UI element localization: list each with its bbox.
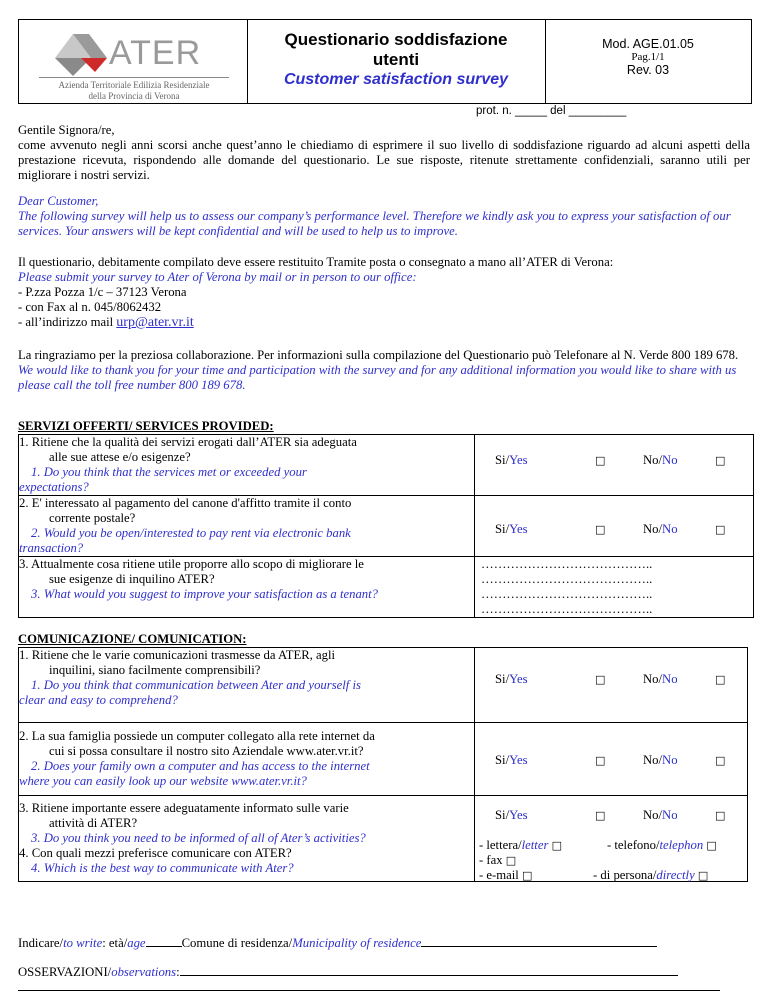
option-telephone[interactable]: - telefono/telephon □ bbox=[607, 838, 717, 852]
no-checkbox[interactable]: □ bbox=[715, 523, 726, 536]
footer-observations-row: OSSERVAZIONI/observations: bbox=[18, 964, 750, 980]
no-checkbox[interactable]: □ bbox=[715, 754, 726, 767]
option-in-person[interactable]: - di persona/directly □ bbox=[593, 868, 709, 882]
protocol-line: prot. n. _____ del _________ bbox=[476, 105, 627, 117]
page-number: Pag.1/1 bbox=[631, 51, 665, 63]
return-mail-row: - all’indirizzo mail urp@ater.vr.it bbox=[18, 315, 194, 330]
intro-section bbox=[18, 123, 750, 183]
yes-checkbox[interactable]: □ bbox=[595, 454, 606, 467]
answer-cell bbox=[475, 648, 748, 723]
municipality-field[interactable] bbox=[421, 935, 657, 947]
no-checkbox[interactable]: □ bbox=[715, 454, 726, 467]
option-email[interactable]: - e-mail □ bbox=[479, 868, 533, 882]
table-row bbox=[19, 557, 754, 618]
return-fax: - con Fax al n. 045/8062432 bbox=[18, 300, 162, 314]
services-title: SERVIZI OFFERTI/ SERVICES PROVIDED: bbox=[18, 419, 274, 433]
answer-cell bbox=[475, 796, 748, 882]
table-row bbox=[19, 723, 748, 796]
question-cell: 1. Ritiene che la qualità dei servizi erogati dall’ATER sia adeguata alle sue attese e/o esigenze? 1. Do you think that the services met or exceeded your expectations? bbox=[19, 435, 475, 496]
table-row bbox=[19, 796, 748, 882]
logo-word: ATER bbox=[109, 34, 202, 72]
intro-en: Dear Customer, The following survey will help us to assess our company’s performance level. Therefore we kindly ask you to express your satisfaction of our services. Your answers will be kept confidential and will be used to help us to improve. bbox=[18, 194, 731, 238]
thanks-en: We would like to thank you for your time and participation with the survey and for any additional information you would like to share with us please call the toll free number 800 189 678. bbox=[18, 363, 737, 392]
table-row bbox=[19, 435, 754, 496]
observations-line[interactable] bbox=[18, 990, 720, 991]
thanks-section bbox=[18, 348, 750, 393]
title-en: Customer satisfaction survey bbox=[283, 71, 509, 88]
email-link[interactable]: urp@ater.vr.it bbox=[116, 315, 194, 330]
question-cell: 3. Ritiene importante essere adeguatamente informato sulle varie attività di ATER? 3. Do you think you need to be informed of all of Ater’s activities? 4. Con quali mezzi preferisce comunicare con ATER? 4. Which is the best way to communicate with Ater? bbox=[19, 796, 475, 882]
answer-cell bbox=[475, 435, 754, 496]
option-fax[interactable]: - fax □ bbox=[479, 853, 517, 867]
logo-subtitle: Azienda Territoriale Edilizia Residenziale della Provincia di Verona bbox=[39, 77, 229, 102]
no-checkbox[interactable]: □ bbox=[715, 809, 726, 822]
services-table bbox=[18, 434, 754, 618]
document-header bbox=[18, 19, 752, 104]
yes-checkbox[interactable]: □ bbox=[595, 523, 606, 536]
question-cell: 1. Ritiene che le varie comunicazioni trasmesse da ATER, agli inquilini, siano facilmente comprensibili? 1. Do you think that communication between Ater and yourself is clear and easy to comprehend? bbox=[19, 648, 475, 723]
return-it: Il questionario, debitamente compilato deve essere restituito Tramite posta o consegnato a mano all’ATER di Verona: bbox=[18, 255, 614, 269]
footer-residence-row: Indicare/to write: età/age Comune di residenza/Municipality of residence bbox=[18, 935, 750, 951]
ater-logo-icon bbox=[49, 28, 109, 76]
table-row bbox=[19, 648, 748, 723]
communication-title: COMUNICAZIONE/ COMUNICATION: bbox=[18, 632, 247, 646]
age-field[interactable] bbox=[146, 935, 182, 947]
answer-yes[interactable]: Si/Yes bbox=[495, 672, 528, 686]
title-box bbox=[247, 20, 546, 103]
intro-body-it: come avvenuto negli anni scorsi anche quest’anno le chiediamo di esprimere il suo livello di soddisfazione riguardo ad alcuni aspetti della prestazione ricevuta, rispondendo alle domande del questionario. Le sue risposte, ritenute strettamente confidenziali, saranno utili per migliorare i nostri servizi. bbox=[18, 138, 750, 182]
greeting: Gentile Signora/re, bbox=[18, 123, 115, 137]
answer-cell bbox=[475, 723, 748, 796]
yes-checkbox[interactable]: □ bbox=[595, 673, 606, 686]
communication-table bbox=[18, 647, 748, 882]
module-code: Mod. AGE.01.05 bbox=[602, 37, 694, 51]
answer-cell bbox=[475, 496, 754, 557]
yes-checkbox[interactable]: □ bbox=[595, 809, 606, 822]
observations-field[interactable] bbox=[180, 964, 678, 976]
answer-yes[interactable]: Si/Yes bbox=[495, 453, 528, 467]
answer-no[interactable]: No/No bbox=[643, 453, 678, 467]
revision: Rev. 03 bbox=[626, 63, 670, 77]
yes-checkbox[interactable]: □ bbox=[595, 754, 606, 767]
option-letter[interactable]: - lettera/letter □ bbox=[479, 838, 562, 852]
answer-yes[interactable]: Si/Yes bbox=[495, 808, 528, 822]
logo-box bbox=[19, 20, 248, 103]
question-cell: 2. La sua famiglia possiede un computer collegato alla rete internet da cui si possa consultare il nostro sito Aziendale www.ater.vr.it? 2. Does your family own a computer and has access to the internet where you can easily look up our website www.ater.vr.it? bbox=[19, 723, 475, 796]
table-row bbox=[19, 496, 754, 557]
no-checkbox[interactable]: □ bbox=[715, 673, 726, 686]
question-cell: 3. Attualmente cosa ritiene utile proporre allo scopo di migliorare le sue esigenze di inquilino ATER? 3. What would you suggest to improve your satisfaction as a tenant? bbox=[19, 557, 475, 618]
return-address: - P.zza Pozza 1/c – 37123 Verona bbox=[18, 285, 187, 299]
answer-no[interactable]: No/No bbox=[643, 672, 678, 686]
return-en: Please submit your survey to Ater of Verona by mail or in person to our office: bbox=[18, 270, 417, 284]
answer-no[interactable]: No/No bbox=[643, 808, 678, 822]
answer-yes[interactable]: Si/Yes bbox=[495, 753, 528, 767]
answer-no[interactable]: No/No bbox=[643, 522, 678, 536]
thanks-it: La ringraziamo per la preziosa collaborazione. Per informazioni sulla compilazione del Questionario può Telefonare al N. Verde 800 189 678. bbox=[18, 348, 739, 362]
title-it: Questionario soddisfazione utenti bbox=[284, 30, 508, 69]
answer-no[interactable]: No/No bbox=[643, 753, 678, 767]
module-box bbox=[545, 20, 751, 103]
answer-yes[interactable]: Si/Yes bbox=[495, 522, 528, 536]
question-cell: 2. E' interessato al pagamento del canone d'affitto tramite il conto corrente postale? 2. Would you be open/interested to pay rent via electronic bank transaction? bbox=[19, 496, 475, 557]
return-section bbox=[18, 255, 750, 330]
suggestion-answer-cell[interactable]: ………………………………….. ………………………………….. ………………………………….. ………………………………….. bbox=[475, 557, 754, 618]
